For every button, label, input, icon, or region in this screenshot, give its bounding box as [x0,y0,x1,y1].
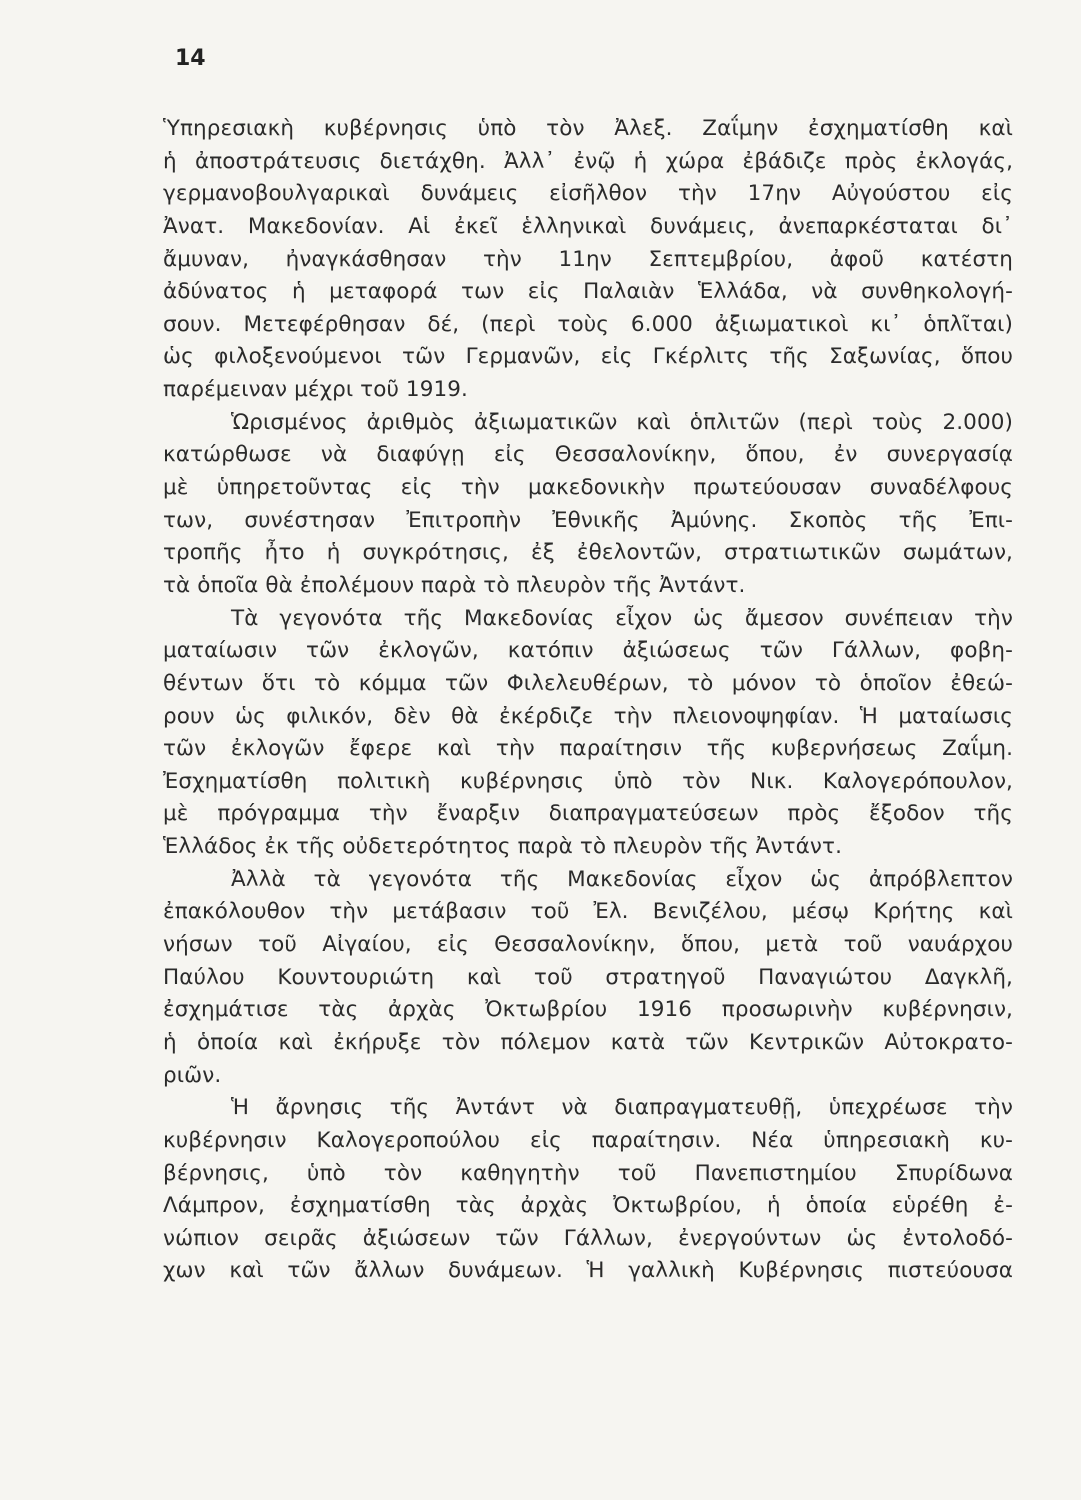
text-line: Ἡ ἄρνησις τῆς Ἀντάντ νὰ διαπραγματευθῇ, ὑπεχρέωσε τὴν [231,1095,1013,1121]
text-line: τὰ ὁποῖα θὰ ἐπολέμουν παρὰ τὸ πλευρὸν τῆς Ἀντάντ. [163,572,746,598]
text-line: χων καὶ τῶν ἄλλων δυνάμεων. Ἡ γαλλικὴ Κυβέρνησις πιστεύουσα [163,1258,1013,1284]
text-line: Παύλου Κουντουριώτη καὶ τοῦ στρατηγοῦ Παναγιώτου Δαγκλῆ, [163,964,1013,990]
text-line: Ἑλλάδος ἐκ τῆς οὐδετερότητος παρὰ τὸ πλευρὸν τῆς Ἀντάντ. [163,834,842,860]
text-line: μὲ πρόγραμμα τὴν ἔναρξιν διαπραγματεύσεων πρὸς ἔξοδον τῆς [163,801,1013,827]
text-line: ματαίωσιν τῶν ἐκλογῶν, κατόπιν ἀξιώσεως τῶν Γάλλων, φοβη- [163,638,1013,664]
text-line: κατώρθωσε νὰ διαφύγῃ εἰς Θεσσαλονίκην, ὅπου, ἐν συνεργασίᾳ [163,442,1013,468]
text-line: Ἀλλὰ τὰ γεγονότα τῆς Μακεδονίας εἶχον ὡς ἀπρόβλεπτον [231,866,1013,892]
text-line: ἡ ἀποστράτευσις διετάχθη. Ἀλλ᾽ ἐνῷ ἡ χώρα ἐβάδιζε πρὸς ἐκλογάς, [163,148,1013,174]
text-line: ἐσχημάτισε τὰς ἀρχὰς Ὀκτωβρίου 1916 προσωρινὴν κυβέρνησιν, [163,997,1013,1023]
text-line: ριῶν. [163,1062,222,1088]
text-line: τροπῆς ἦτο ἡ συγκρότησις, ἐξ ἐθελοντῶν, στρατιωτικῶν σωμάτων, [163,540,1013,566]
text-line: ἀδύνατος ἡ μεταφορά των εἰς Παλαιὰν Ἑλλάδα, νὰ συνθηκολογή- [163,279,1013,305]
text-line: Ὡρισμένος ἀριθμὸς ἀξιωματικῶν καὶ ὁπλιτῶν (περὶ τοὺς 2.000) [231,409,1013,435]
text-line: Ἐσχηματίσθη πολιτικὴ κυβέρνησις ὑπὸ τὸν Νικ. Καλογερόπουλον, [163,768,1013,794]
body-text [163,113,1013,1288]
text-line: ὡς φιλοξενούμενοι τῶν Γερμανῶν, εἰς Γκέρλιτς τῆς Σαξωνίας, ὅπου [163,344,1013,370]
text-line: ρουν ὡς φιλικόν, δὲν θὰ ἐκέρδιζε τὴν πλειονοψηφίαν. Ἡ ματαίωσις [163,703,1013,729]
text-line: Τὰ γεγονότα τῆς Μακεδονίας εἶχον ὡς ἄμεσον συνέπειαν τὴν [231,605,1013,631]
text-line: Ὑπηρεσιακὴ κυβέρνησις ὑπὸ τὸν Ἀλεξ. Ζαΐμην ἐσχηματίσθη καὶ [163,116,1013,141]
text-line: γερμανοβουλγαρικαὶ δυνάμεις εἰσῆλθον τὴν 17ην Αὐγούστου εἰς [163,181,1013,207]
text-line: νήσων τοῦ Αἰγαίου, εἰς Θεσσαλονίκην, ὅπου, μετὰ τοῦ ναυάρχου [163,932,1013,958]
text-line: ἄμυναν, ἠναγκάσθησαν τὴν 11ην Σεπτεμβρίου, ἀφοῦ κατέστη [163,246,1013,272]
text-line: των, συνέστησαν Ἐπιτροπὴν Ἐθνικῆς Ἀμύνης. Σκοπὸς τῆς Ἐπι- [163,507,1013,533]
text-line: σουν. Μετεφέρθησαν δέ, (περὶ τοὺς 6.000 ἀξιωματικοὶ κι᾽ ὁπλῖται) [163,311,1013,337]
text-line: ἐπακόλουθον τὴν μετάβασιν τοῦ Ἐλ. Βενιζέλου, μέσῳ Κρήτης καὶ [163,899,1013,925]
text-line: ἡ ὁποία καὶ ἐκήρυξε τὸν πόλεμον κατὰ τῶν Κεντρικῶν Αὐτοκρατο- [163,1029,1013,1055]
text-line: νώπιον σειρᾶς ἀξιώσεων τῶν Γάλλων, ἐνεργούντων ὡς ἐντολοδό- [163,1225,1013,1251]
page-number: 14 [175,46,206,71]
text-line: κυβέρνησιν Καλογεροπούλου εἰς παραίτησιν. Νέα ὑπηρεσιακὴ κυ- [163,1127,1013,1153]
text-line: Λάμπρον, ἐσχηματίσθη τὰς ἀρχὰς Ὀκτωβρίου, ἡ ὁποία εὑρέθη ἐ- [163,1193,1013,1219]
text-line: βέρνησις, ὑπὸ τὸν καθηγητὴν τοῦ Πανεπιστημίου Σπυρίδωνα [163,1160,1013,1186]
text-line: Ἀνατ. Μακεδονίαν. Αἱ ἐκεῖ ἑλληνικαὶ δυνάμεις, ἀνεπαρκέσταται δι᾽ [163,213,1013,239]
text-line: θέντων ὅτι τὸ κόμμα τῶν Φιλελευθέρων, τὸ μόνον τὸ ὁποῖον ἐθεώ- [163,670,1013,696]
text-line: μὲ ὑπηρετοῦντας εἰς τὴν μακεδονικὴν πρωτεύουσαν συναδέλφους [163,475,1013,501]
text-line: τῶν ἐκλογῶν ἔφερε καὶ τὴν παραίτησιν τῆς κυβερνήσεως Ζαΐμη. [163,736,1013,762]
text-line: παρέμειναν μέχρι τοῦ 1919. [163,377,468,403]
